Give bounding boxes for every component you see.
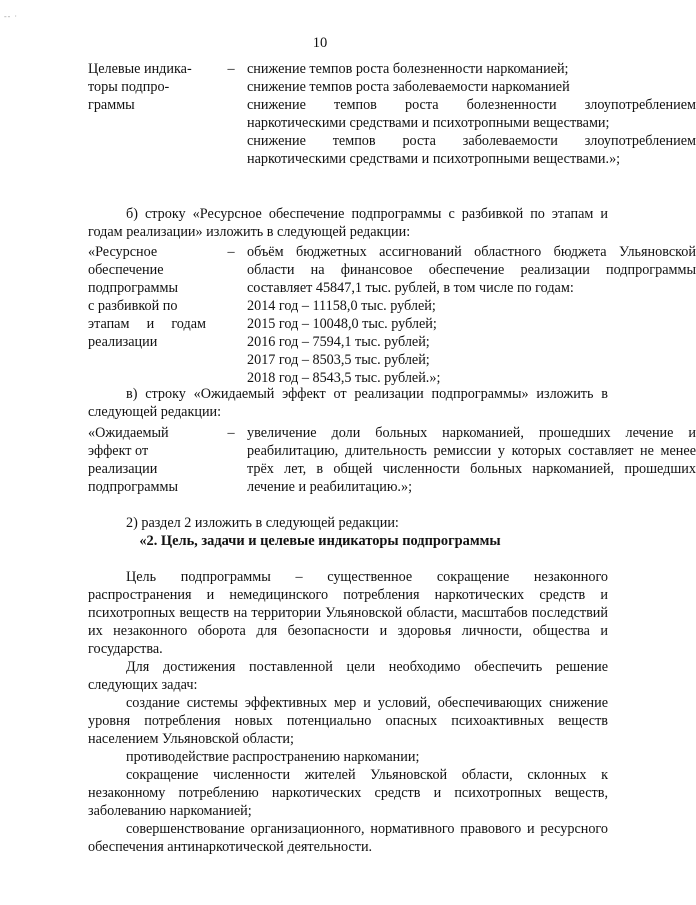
- goal-paragraph: Цель подпрограммы – существенное сокращение незаконного распространения и немедицинского потребления наркотических средств и психотропных веществ на территории Ульяновской области, масштабов последствий их незаконного оборота для безопасности и здоровья личности, общества и государства.: [88, 569, 608, 657]
- year-line: 2017 год – 8503,5 тыс. рублей;: [247, 352, 430, 368]
- year-line: 2015 год – 10048,0 тыс. рублей;: [247, 316, 437, 332]
- target-item: снижение темпов роста заболеваемости злоупотреблением наркотическими средствами и психотропными веществами.»;: [247, 133, 696, 167]
- row-label: Целевые индика- торы подпро- граммы: [88, 61, 192, 113]
- tasks-intro: Для достижения поставленной цели необходимо обеспечить решение следующих задач:: [88, 659, 608, 693]
- year-line: 2014 год – 11158,0 тыс. рублей;: [247, 298, 436, 314]
- year-line: 2018 год – 8543,5 тыс. рублей.»;: [247, 370, 441, 386]
- row-label: «Ресурсное обеспечение подпрограммы с разбивкой по этапам и годам реализации: [88, 244, 206, 350]
- paragraph-v: в) строку «Ожидаемый эффект от реализации подпрограммы» изложить в следующей редакции:: [88, 386, 608, 420]
- target-item: снижение темпов роста заболеваемости наркоманией: [247, 79, 570, 95]
- section-heading: «2. Цель, задачи и целевые индикаторы подпрограммы: [139, 533, 501, 549]
- target-item: снижение темпов роста болезненности наркоманией;: [247, 61, 569, 77]
- row-label: «Ожидаемый эффект от реализации подпрограммы: [88, 425, 178, 495]
- resources-intro: объём бюджетных ассигнований областного бюджета Ульяновской области на финансовое обеспечение реализации подпрограммы составляет 45847,1 тыс. рублей, в том числе по годам:: [247, 244, 696, 296]
- task-item: противодействие распространению наркомании;: [126, 749, 420, 765]
- page-number: 10: [312, 35, 328, 51]
- corner-mark: -- ·: [4, 12, 18, 21]
- year-line: 2016 год – 7594,1 тыс. рублей;: [247, 334, 430, 350]
- row-dash: –: [227, 61, 235, 77]
- target-item: снижение темпов роста болезненности злоупотреблением наркотическими средствами и психотропными веществами;: [247, 97, 696, 131]
- row-value: [247, 60, 696, 168]
- row-value: [247, 243, 696, 387]
- paragraph-b: б) строку «Ресурсное обеспечение подпрограммы с разбивкой по этапам и годам реализации» изложить в следующей редакции:: [88, 206, 608, 240]
- task-item: создание системы эффективных мер и условий, обеспечивающих снижение уровня потребления новых потенциально опасных психоактивных веществ населением Ульяновской области;: [88, 695, 608, 747]
- paragraph-2: 2) раздел 2 изложить в следующей редакции:: [126, 515, 399, 531]
- task-item: совершенствование организационного, нормативного правового и ресурсного обеспечения антинаркотической деятельности.: [88, 821, 608, 855]
- row-dash: –: [227, 425, 235, 441]
- row-value: увеличение доли больных наркоманией, прошедших лечение и реабилитацию, длительность ремиссии у которых составляет не менее трёх лет, в общей численности больных наркоманией, прошедших лечение и реабилитацию.»;: [247, 425, 696, 495]
- task-item: сокращение численности жителей Ульяновской области, склонных к незаконному потреблению наркотических средств и психотропных веществ, заболеванию наркоманией;: [88, 767, 608, 819]
- row-dash: –: [227, 244, 235, 260]
